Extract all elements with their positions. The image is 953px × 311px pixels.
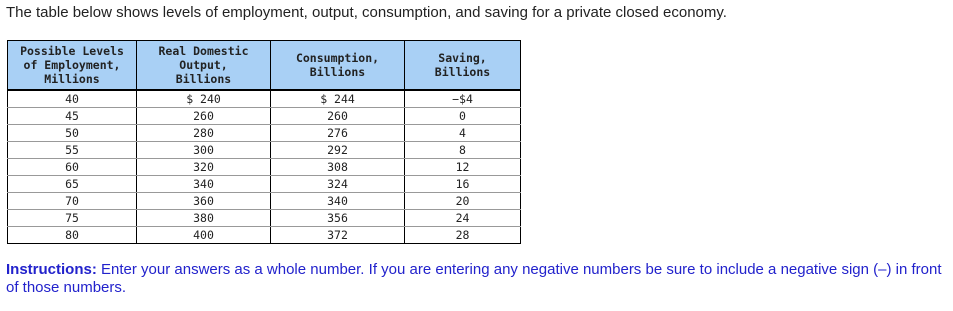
cell-consumption: 276 [271, 125, 405, 142]
intro-text: The table below shows levels of employment, output, consumption, and saving for a private closed economy. [6, 4, 727, 21]
header-consumption-line: Consumption, [295, 51, 380, 65]
cell-output: 360 [137, 193, 271, 210]
instructions [6, 261, 946, 297]
cell-employment: 75 [8, 210, 137, 227]
cell-consumption: 340 [271, 193, 405, 210]
table-row [8, 90, 521, 108]
cell-output: 340 [137, 176, 271, 193]
header-employment-line: of Employment, [23, 58, 121, 72]
instructions-label: Instructions: [6, 261, 97, 278]
cell-output: 380 [137, 210, 271, 227]
cell-saving: 4 [405, 125, 521, 142]
cell-employment: 60 [8, 159, 137, 176]
cell-saving: 0 [405, 108, 521, 125]
cell-consumption: 292 [271, 142, 405, 159]
header-saving-line: Billions [434, 65, 491, 79]
table-row [8, 159, 521, 176]
header-consumption [271, 41, 405, 91]
economy-table [7, 40, 521, 244]
cell-employment: 80 [8, 227, 137, 244]
table-header-row [8, 41, 521, 91]
table-row [8, 142, 521, 159]
cell-consumption: 308 [271, 159, 405, 176]
header-output-line: Real Domestic [158, 44, 249, 58]
table-row [8, 176, 521, 193]
header-employment-line: Millions [44, 72, 100, 86]
cell-consumption: 372 [271, 227, 405, 244]
header-employment-line: Possible Levels [20, 44, 124, 58]
table-row [8, 210, 521, 227]
header-employment [8, 41, 137, 91]
header-consumption-line: Billions [309, 65, 366, 79]
header-output-line: Output, [179, 58, 228, 72]
cell-saving: 20 [405, 193, 521, 210]
cell-output: 260 [137, 108, 271, 125]
cell-saving: 24 [405, 210, 521, 227]
cell-saving: 12 [405, 159, 521, 176]
cell-output: 280 [137, 125, 271, 142]
instructions-text: Enter your answers as a whole number. If you are entering any negative numbers be sure to include a negative sign (–) in front of those numbers. [6, 261, 942, 296]
cell-consumption: 260 [271, 108, 405, 125]
header-saving [405, 41, 521, 91]
cell-saving: 16 [405, 176, 521, 193]
cell-employment: 55 [8, 142, 137, 159]
header-output [137, 41, 271, 91]
cell-output: 320 [137, 159, 271, 176]
cell-output: 300 [137, 142, 271, 159]
table-row [8, 108, 521, 125]
cell-output: $ 240 [137, 90, 271, 108]
cell-employment: 70 [8, 193, 137, 210]
cell-consumption: 324 [271, 176, 405, 193]
cell-saving: 8 [405, 142, 521, 159]
cell-employment: 65 [8, 176, 137, 193]
cell-saving: −$4 [405, 90, 521, 108]
cell-consumption: 356 [271, 210, 405, 227]
header-output-line: Billions [175, 72, 232, 86]
cell-saving: 28 [405, 227, 521, 244]
table-row [8, 193, 521, 210]
cell-employment: 50 [8, 125, 137, 142]
cell-employment: 45 [8, 108, 137, 125]
cell-output: 400 [137, 227, 271, 244]
cell-employment: 40 [8, 90, 137, 108]
header-saving-line: Saving, [438, 51, 487, 65]
table-row [8, 125, 521, 142]
table-row [8, 227, 521, 244]
cell-consumption: $ 244 [271, 90, 405, 108]
